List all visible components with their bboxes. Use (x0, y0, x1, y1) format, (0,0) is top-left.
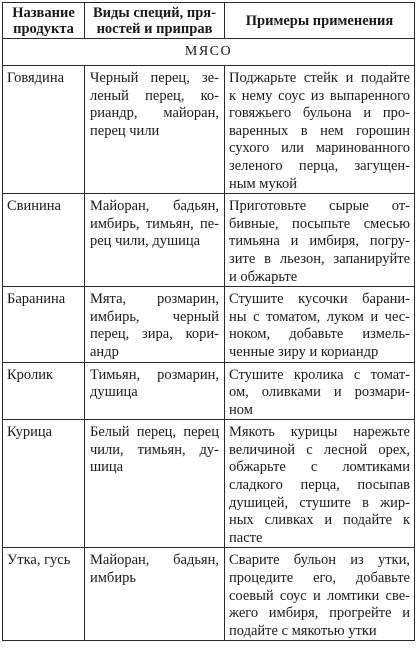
spices-cell (85, 66, 225, 194)
cell-line: имбирь, тимьян, пе- (90, 215, 219, 232)
cell-line: Тимьян, розмарин, (90, 366, 219, 383)
product-cell (3, 66, 85, 194)
cell-line: сухого или маринованного (229, 140, 410, 157)
cell-line: чили, тимьян, ду- (90, 441, 219, 458)
cell-line: Утка, гусь (7, 552, 71, 569)
section-row (3, 39, 415, 66)
table-row (3, 287, 415, 362)
table-row (3, 362, 415, 420)
spices-cell (85, 287, 225, 362)
cell-line: жего имбиря, прогрейте и (229, 605, 410, 622)
cell-line: ны с томатом, луком и чес- (229, 308, 410, 325)
usage-cell (225, 287, 415, 362)
usage-cell (225, 420, 415, 548)
usage-cell (225, 66, 415, 194)
cell-line: Сварите бульон из утки, (229, 552, 410, 569)
cell-line: ченные зиру и кориандр (229, 343, 379, 360)
cell-line: Баранина (7, 291, 66, 308)
usage-cell (225, 362, 415, 420)
header-row (3, 3, 415, 39)
product-cell (3, 362, 85, 420)
product-cell (3, 548, 85, 641)
table-row (3, 194, 415, 287)
cell-line: Приготовьте сырые от- (229, 198, 410, 215)
table-row (3, 420, 415, 548)
spices-cell (85, 420, 225, 548)
table-row (3, 548, 415, 641)
cell-line: Свинина (7, 198, 61, 215)
cell-line: Черный перец, зе- (90, 70, 219, 86)
cell-line: Мякоть курицы нарежьте (229, 424, 410, 441)
header-spices: Виды специй, пря- ностей и приправ (85, 3, 225, 39)
cell-line: Стушите кролика с томат- (229, 366, 410, 383)
cell-line: Поджарьте стейк и подайте (229, 70, 410, 86)
cell-line: рец чили, душица (90, 233, 201, 250)
cell-line: зеленого перца, загущен- (229, 157, 410, 174)
spices-table (2, 2, 415, 641)
product-cell (3, 287, 85, 362)
cell-line: к нему соус из выпаренного (229, 87, 410, 104)
spices-cell (85, 362, 225, 420)
table-row (3, 66, 415, 194)
usage-cell (225, 194, 415, 287)
cell-line: соевый соус и ломтики све- (229, 587, 410, 604)
cell-line: имбирь, черный (90, 308, 219, 325)
cell-line: подайте с мякотью утки (229, 622, 377, 639)
spices-cell (85, 548, 225, 641)
cell-line: зите в льезон, запанируйте (229, 250, 410, 267)
cell-line: варенных в нем горошин (229, 122, 410, 139)
product-cell (3, 420, 85, 548)
cell-line: Курица (7, 424, 53, 441)
section-label: МЯСО (3, 39, 415, 66)
cell-line: Майоран, бадьян, (90, 198, 219, 215)
cell-line: и обжарьте (229, 268, 298, 285)
cell-line: перец чили (90, 122, 160, 139)
cell-line: ноком, добавьте измель- (229, 326, 410, 343)
cell-line: леный перец, ко- (90, 87, 219, 104)
cell-line: величиной с лесной орех, (229, 441, 410, 458)
cell-line: душицей, стушите в жир- (229, 494, 410, 511)
cell-line: бивные, посыпьте смесью (229, 215, 410, 232)
product-cell (3, 194, 85, 287)
cell-line: ным мукой (229, 175, 298, 192)
cell-line: Белый перец, перец (90, 424, 219, 441)
header-product: Название продукта (3, 3, 85, 39)
spices-cell (85, 194, 225, 287)
cell-line: Стушите кусочки барани- (229, 291, 410, 308)
cell-line: ном (229, 401, 253, 418)
cell-line: Говядина (7, 70, 65, 86)
cell-line: ных сливках и подайте к (229, 512, 410, 529)
cell-line: шица (90, 459, 124, 476)
cell-line: андр (90, 343, 119, 360)
cell-line: ом, оливками и розмари- (229, 384, 410, 401)
cell-line: сладкого перца, посыпав (229, 477, 410, 494)
cell-line: пасте (229, 529, 263, 546)
cell-line: тимьяна и имбиря, погру- (229, 233, 410, 250)
cell-line: процедите его, добавьте (229, 570, 410, 587)
page (2, 2, 414, 659)
cell-line: Мята, розмарин, (90, 291, 219, 308)
cell-line: имбирь (90, 570, 136, 587)
cell-line: говяжьего бульона и про- (229, 105, 410, 122)
usage-cell (225, 548, 415, 641)
cell-line: обжарьте с ломтиками (229, 459, 410, 476)
cell-line: риандр, майоран, (90, 105, 219, 122)
cell-line: перец, зира, кори- (90, 326, 219, 343)
header-usage: Примеры применения (225, 3, 415, 39)
cell-line: душица (90, 384, 138, 401)
cell-line: Кролик (7, 366, 54, 383)
cell-line: Майоран, бадьян, (90, 552, 219, 569)
